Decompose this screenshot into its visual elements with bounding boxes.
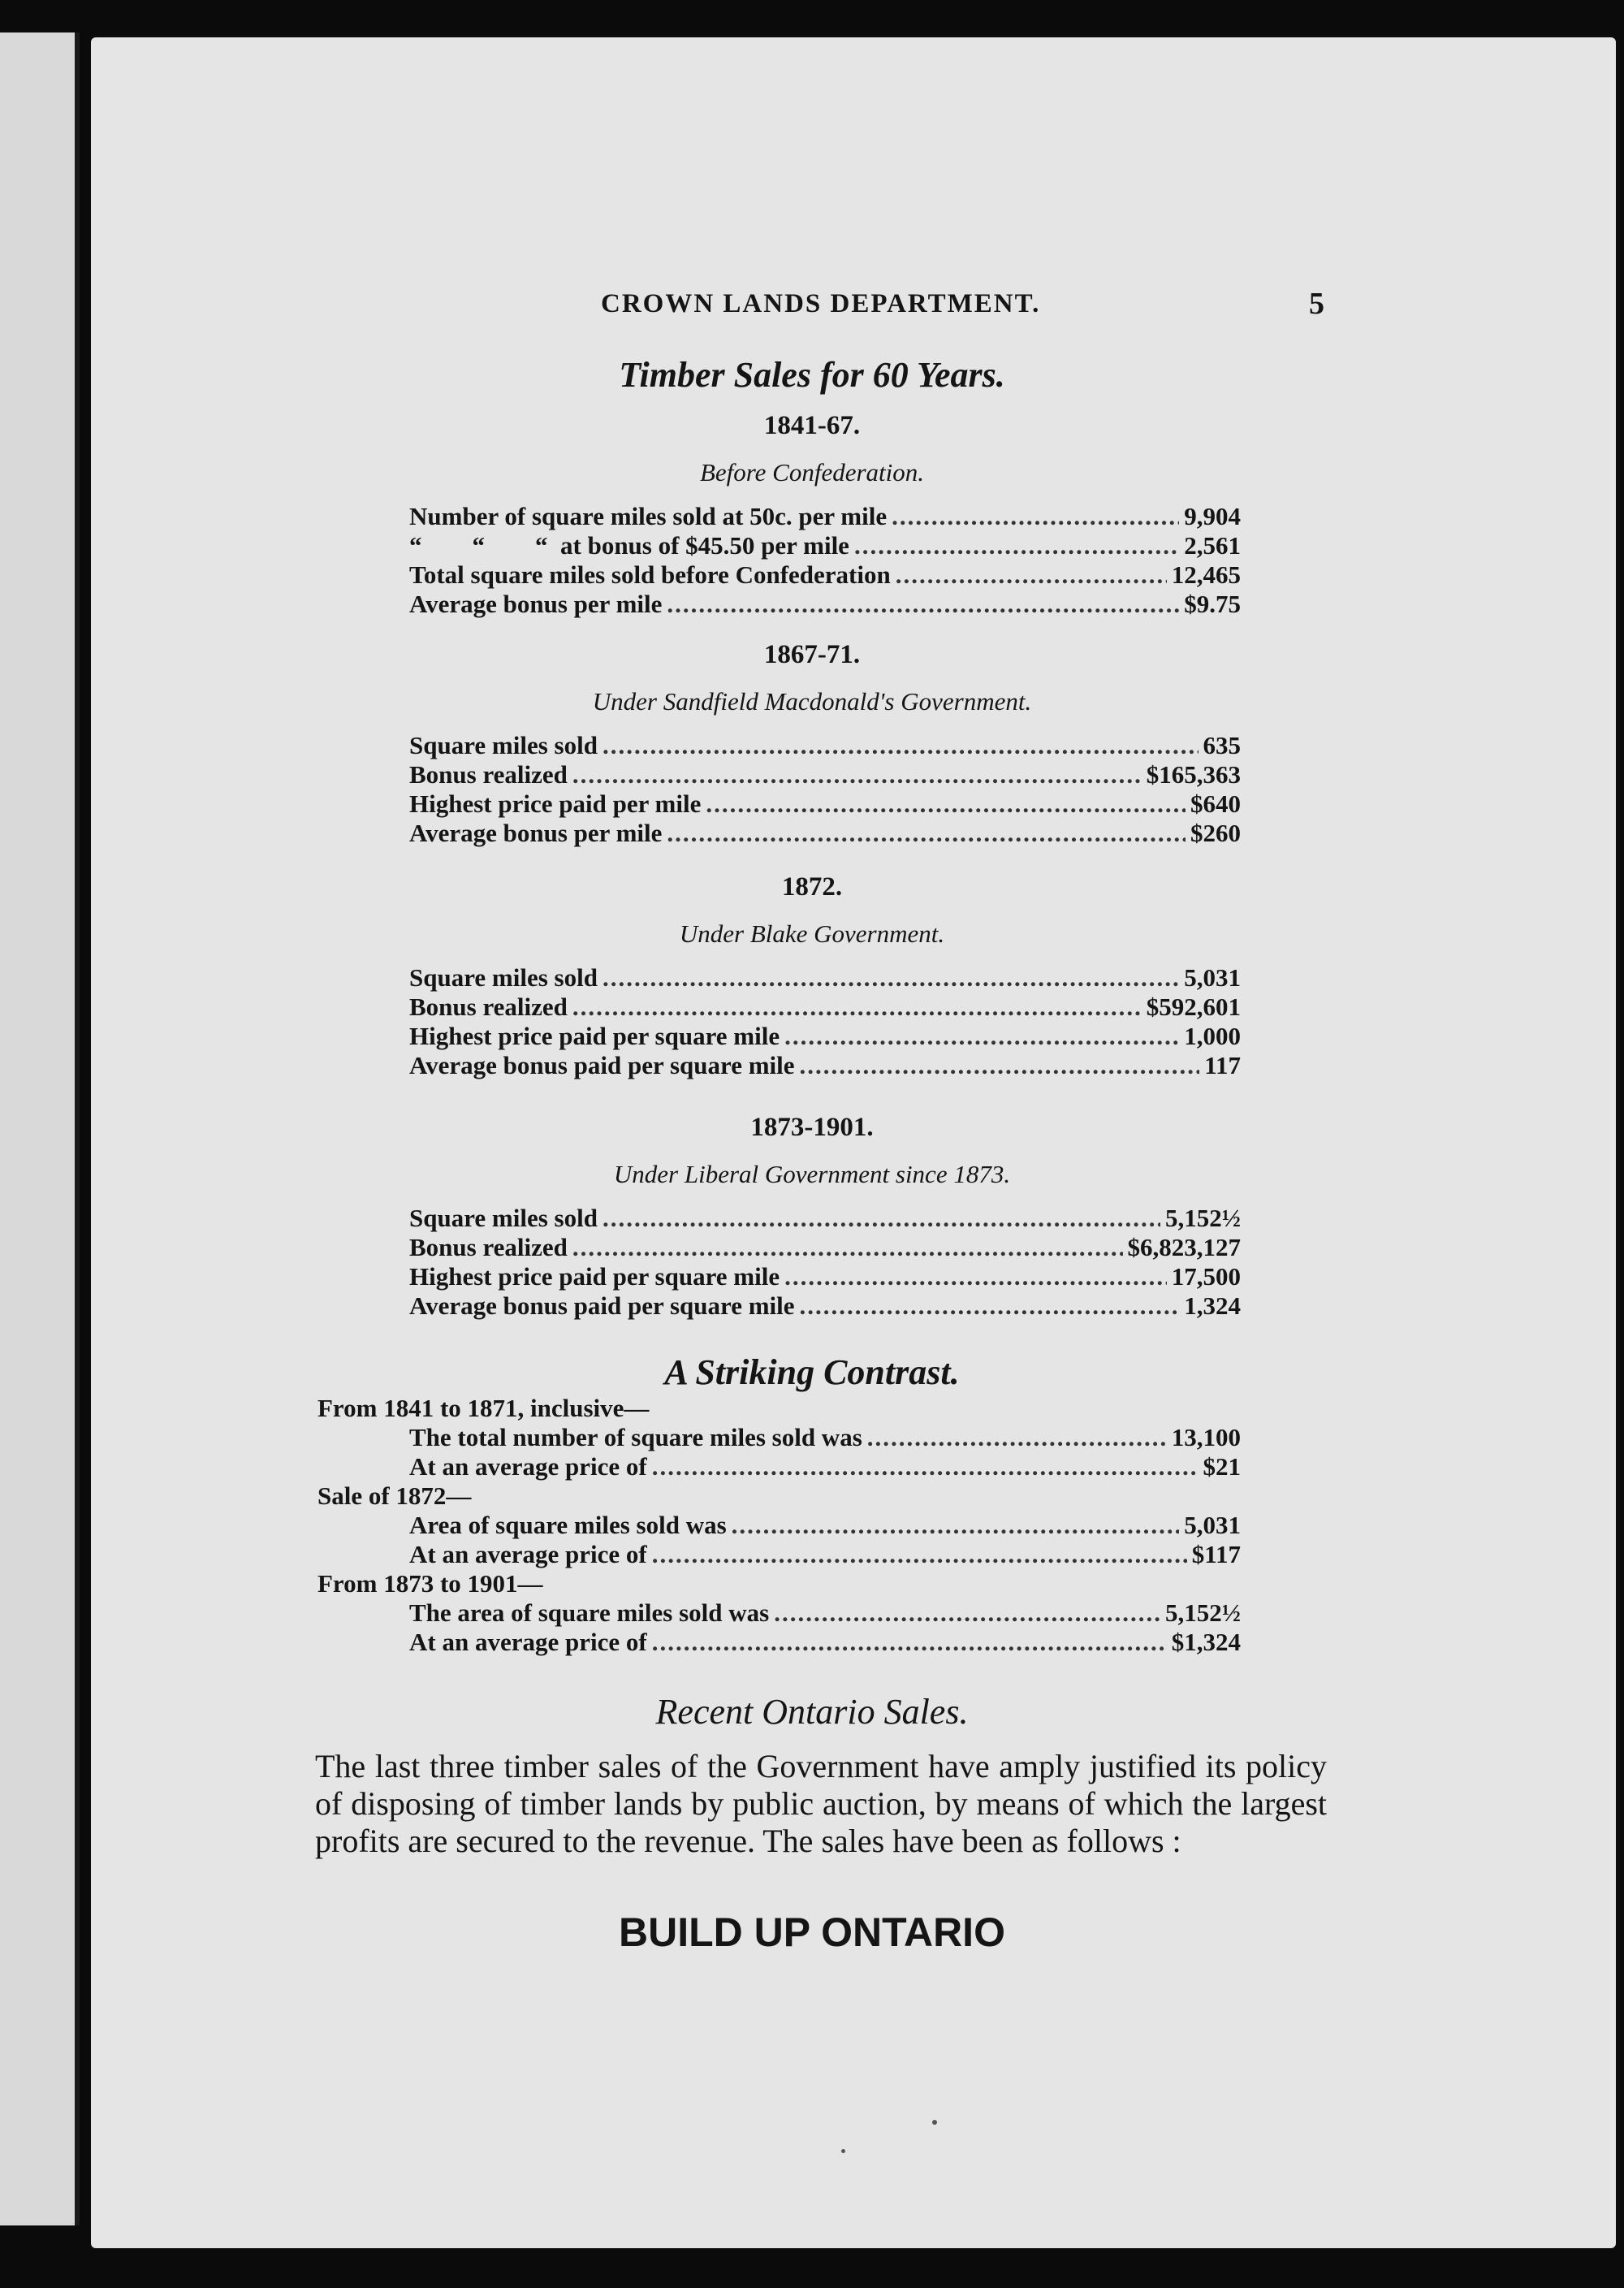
row-value: $165,363 [1146,760,1241,789]
row-label: Average bonus per mile [409,590,663,618]
table-row [409,1540,1241,1569]
recent-title: Recent Ontario Sales. [655,1692,969,1732]
main-title: Timber Sales for 60 Years. [619,355,1005,395]
table-row [409,993,1241,1022]
contrast-group-heading: From 1841 to 1871, inclusive— [317,1394,650,1422]
section-subtitle: Before Confederation. [699,458,925,487]
row-label: Number of square miles sold at 50c. per mile [409,502,888,530]
row-value: 1,000 [1184,1022,1241,1050]
section-subtitle: Under Liberal Government since 1873. [613,1160,1011,1188]
row-value: $1,324 [1171,1628,1241,1656]
row-value: $640 [1190,789,1241,818]
section-subtitle: Under Blake Government. [679,919,945,948]
row-value: $6,823,127 [1127,1233,1241,1261]
page-number: 5 [1309,287,1324,321]
speck [841,2149,845,2153]
row-value: 2,561 [1184,531,1241,560]
row-value: 5,031 [1184,963,1241,992]
footer-slogan: BUILD UP ONTARIO [619,1910,1005,1955]
contrast-group-heading: Sale of 1872— [317,1481,472,1510]
table-row [409,1022,1241,1051]
table-row [409,1423,1241,1452]
row-value: $117 [1191,1540,1241,1568]
row-value: 13,100 [1171,1423,1241,1451]
row-value: 12,465 [1171,560,1241,589]
row-value: 117 [1204,1051,1241,1079]
row-label: Total square miles sold before Confederation [409,560,891,589]
row-label: At an average price of [409,1452,647,1481]
table-row [409,590,1241,619]
table-row [409,502,1241,531]
section-years: 1867-71. [763,640,861,669]
table-row [409,731,1241,760]
row-label: Average bonus per mile [409,819,663,847]
row-value: 5,152½ [1165,1598,1241,1627]
row-label: Highest price paid per mile [409,789,702,818]
row-label: Bonus realized [409,760,568,789]
row-label: At an average price of [409,1628,647,1656]
section-years: 1872. [781,872,843,902]
table-row [409,1204,1241,1233]
row-value: 1,324 [1184,1291,1241,1320]
table-row [409,1628,1241,1657]
row-label: The total number of square miles sold was [409,1423,862,1451]
row-value: $9.75 [1184,590,1241,618]
row-value: 17,500 [1171,1262,1241,1291]
row-label: The area of square miles sold was [409,1598,770,1627]
table-row [409,789,1241,819]
section-years: 1873-1901. [750,1113,874,1142]
row-label: Highest price paid per square mile [409,1022,780,1050]
row-value: $592,601 [1146,993,1241,1021]
table-row [409,1511,1241,1540]
table-row [409,1233,1241,1262]
row-value: 5,031 [1184,1511,1241,1539]
table-row [409,1452,1241,1481]
running-header: CROWN LANDS DEPARTMENT. [601,289,1041,318]
speck [932,2120,937,2125]
row-label: Highest price paid per square mile [409,1262,780,1291]
row-label: Average bonus paid per square mile [409,1051,795,1079]
row-label: At an average price of [409,1540,647,1568]
row-label: Average bonus paid per square mile [409,1291,795,1320]
row-value: 9,904 [1184,502,1241,530]
table-row [409,1598,1241,1628]
table-row [409,760,1241,789]
table-row [409,1291,1241,1321]
row-value: $21 [1203,1452,1241,1481]
row-label: Area of square miles sold was [409,1511,727,1539]
table-row [409,819,1241,848]
row-label: “ “ “ at bonus of $45.50 per mile [409,531,849,560]
row-value: $260 [1190,819,1241,847]
table-row [409,1262,1241,1291]
row-label: Square miles sold [409,731,598,759]
section-years: 1841-67. [763,411,861,440]
recent-paragraph: The last three timber sales of the Government have amply justified its policy of disposing of timber lands by public auction, by means of which the largest profits are secured to the revenue. The sales have been as follows : [315,1748,1327,1859]
table-row [409,1051,1241,1080]
table-row [409,531,1241,560]
contrast-title: A Striking Contrast. [664,1352,960,1392]
row-value: 5,152½ [1165,1204,1241,1232]
table-row [409,560,1241,590]
table-row [409,963,1241,993]
row-label: Bonus realized [409,993,568,1021]
row-label: Bonus realized [409,1233,568,1261]
contrast-group-heading: From 1873 to 1901— [317,1569,543,1598]
row-label: Square miles sold [409,1204,598,1232]
row-label: Square miles sold [409,963,598,992]
row-value: 635 [1203,731,1241,759]
section-subtitle: Under Sandfield Macdonald's Government. [592,687,1032,716]
